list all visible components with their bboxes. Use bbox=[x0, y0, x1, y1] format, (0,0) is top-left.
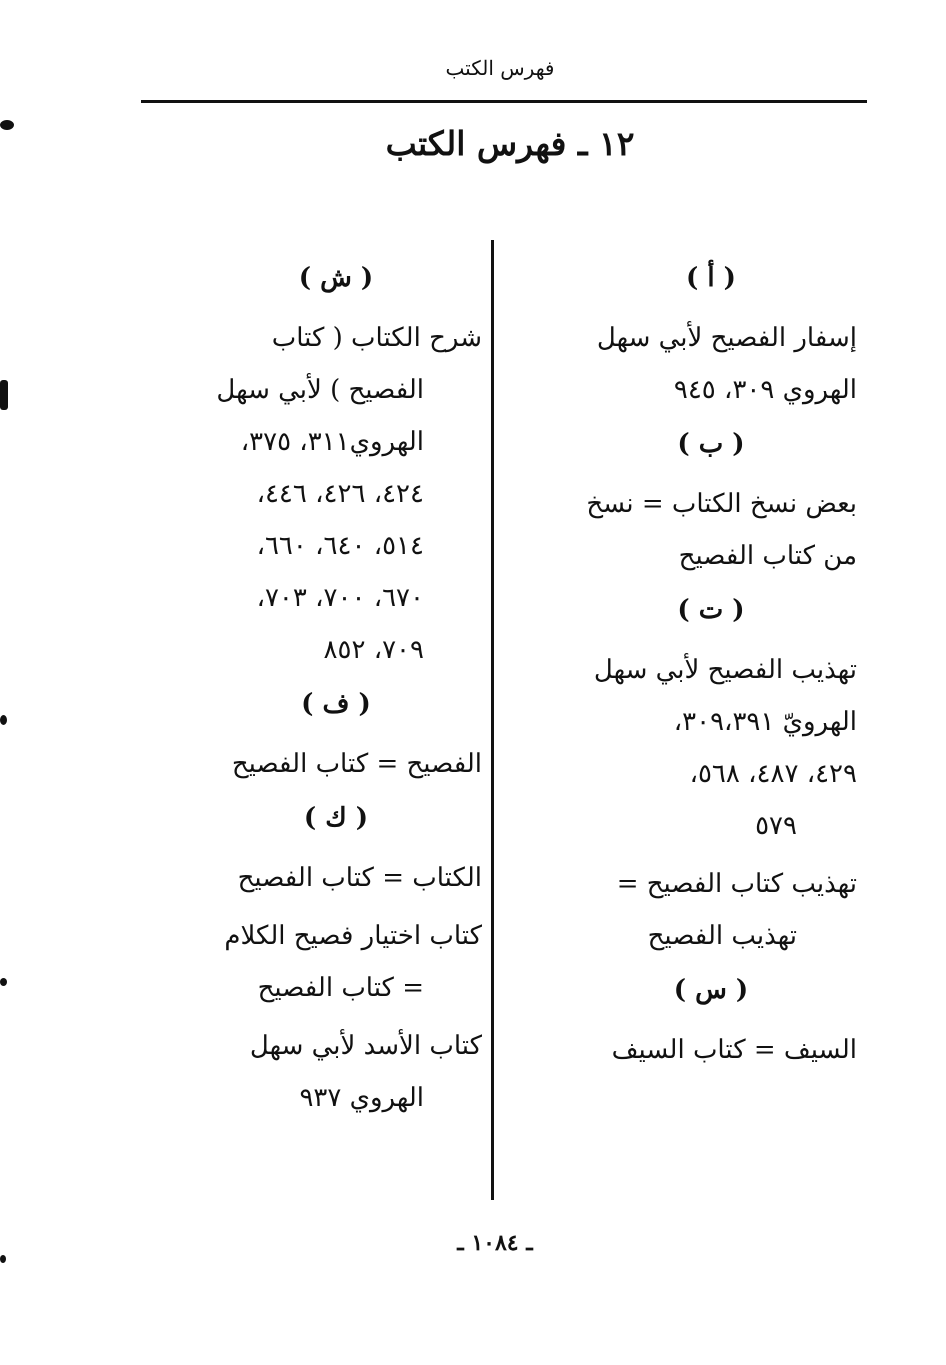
index-entry bbox=[190, 312, 482, 676]
index-column-right bbox=[565, 250, 857, 1076]
running-head: فهرس الكتب bbox=[445, 56, 555, 80]
entry-line: = كتاب الفصيح bbox=[257, 973, 424, 1003]
entry-line: بعض نسخ الكتاب = نسخ bbox=[586, 489, 857, 519]
entry-line: الهرويّ ٣٠٩،٣٩١، bbox=[673, 707, 857, 737]
entry-line: الفصيح = كتاب الفصيح bbox=[231, 749, 482, 779]
entry-line: تهذيب كتاب الفصيح = bbox=[616, 869, 857, 899]
entry-line: تهذيب الفصيح لأبي سهل bbox=[593, 655, 857, 685]
entry-line: ٦٧٠، ٧٠٠، ٧٠٣، bbox=[256, 583, 424, 613]
entry-line: كتاب الأسد لأبي سهل bbox=[249, 1031, 482, 1061]
index-entry bbox=[565, 644, 857, 852]
section-letter: ( ش ) bbox=[298, 263, 374, 293]
section-ta bbox=[565, 582, 857, 962]
section-letter: ( ك ) bbox=[303, 803, 369, 833]
index-entry bbox=[190, 852, 482, 904]
entry-line: الكتاب = كتاب الفصيح bbox=[237, 863, 482, 893]
entry-line: شرح الكتاب ( كتاب bbox=[271, 323, 482, 353]
section-fa bbox=[190, 676, 482, 790]
section-alif bbox=[565, 250, 857, 416]
entry-line: السيف = كتاب السيف bbox=[611, 1035, 857, 1065]
section-letter: ( ف ) bbox=[301, 689, 371, 719]
scan-mark bbox=[0, 715, 7, 725]
index-entry bbox=[190, 738, 482, 790]
entry-line: ٤٢٩، ٤٨٧، ٥٦٨، bbox=[689, 759, 857, 789]
entry-line: الهروي٣١١، ٣٧٥، bbox=[240, 427, 424, 457]
section-kaf bbox=[190, 790, 482, 1124]
index-column-left bbox=[190, 250, 482, 1124]
section-shin bbox=[190, 250, 482, 676]
section-ba bbox=[565, 416, 857, 582]
index-entry bbox=[565, 312, 857, 416]
entry-line: الهروي ٩٣٧ bbox=[299, 1083, 424, 1113]
index-entry bbox=[565, 1024, 857, 1076]
section-sin bbox=[565, 962, 857, 1076]
entry-line: إسفار الفصيح لأبي سهل bbox=[596, 323, 857, 353]
index-entry bbox=[190, 910, 482, 1014]
chapter-title: ١٢ ـ فهرس الكتب bbox=[385, 124, 635, 163]
entry-line: ٥٧٩ bbox=[755, 811, 797, 841]
section-letter: ( ب ) bbox=[677, 429, 745, 459]
index-entry bbox=[565, 858, 857, 962]
entry-line: تهذيب الفصيح bbox=[647, 921, 797, 951]
section-letter: ( س ) bbox=[673, 975, 749, 1005]
entry-line: ٤٢٤، ٤٢٦، ٤٤٦، bbox=[256, 479, 424, 509]
column-divider bbox=[491, 240, 494, 1200]
index-entry bbox=[565, 478, 857, 582]
entry-line: كتاب اختيار فصيح الكلام bbox=[224, 921, 482, 951]
entry-line: من كتاب الفصيح bbox=[678, 541, 857, 571]
scan-mark bbox=[0, 978, 7, 986]
scan-mark bbox=[0, 120, 14, 130]
section-letter: ( ت ) bbox=[677, 595, 745, 625]
entry-line: ٥١٤، ٦٤٠، ٦٦٠، bbox=[256, 531, 424, 561]
index-entry bbox=[190, 1020, 482, 1124]
page-number: ـ ١٠٨٤ ـ bbox=[457, 1230, 533, 1256]
scan-mark bbox=[0, 380, 8, 410]
section-letter: ( أ ) bbox=[686, 263, 736, 293]
entry-line: الفصيح ) لأبي سهل bbox=[216, 375, 424, 405]
scan-mark bbox=[0, 1255, 6, 1263]
entry-line: الهروي ٣٠٩، ٩٤٥ bbox=[673, 375, 857, 405]
header-rule bbox=[141, 100, 867, 103]
entry-line: ٧٠٩، ٨٥٢ bbox=[323, 635, 424, 665]
